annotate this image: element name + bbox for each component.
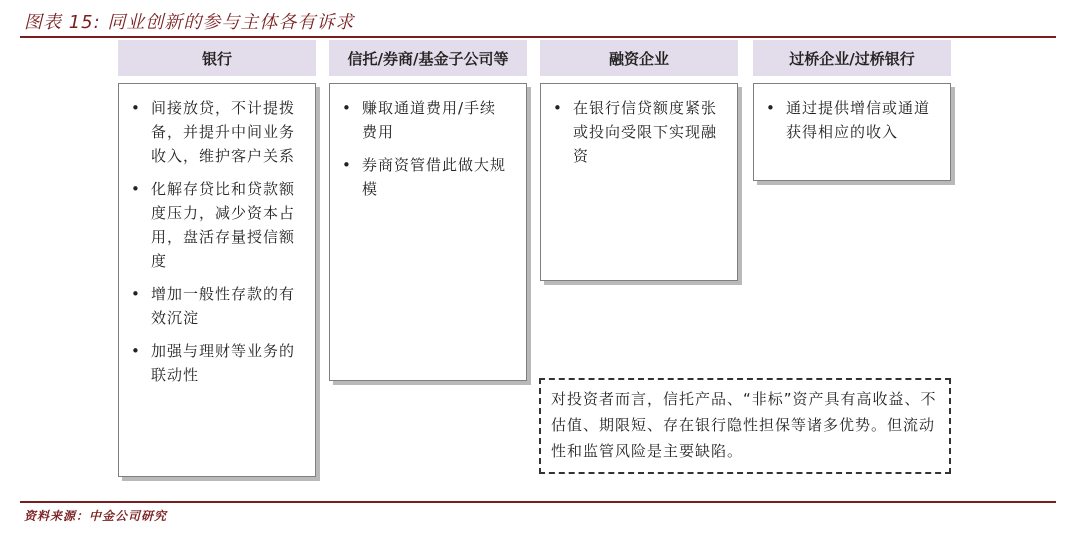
column-header-financing: 融资企业 [540,40,738,76]
list-item: • 增加一般性存款的有效沉淀 [129,282,301,330]
list-item: • 券商资管借此做大规模 [340,153,512,201]
bullet-icon: • [131,180,141,198]
financing-items [551,96,723,168]
list-item: • 赚取通道费用/手续费用 [340,96,512,144]
bridge-items [764,96,936,144]
bullet-icon: • [131,342,141,360]
source-note: 资料来源：中金公司研究 [24,509,168,523]
column-card-financing [540,83,738,281]
top-rule [20,36,1056,38]
column-card-trust [329,83,527,381]
list-item: • 间接放贷，不计提拨备，并提升中间业务收入，维护客户关系 [129,96,301,168]
bottom-rule [20,501,1056,503]
list-item: • 通过提供增信或通道获得相应的收入 [764,96,936,144]
column-card-bank [118,83,316,477]
bullet-icon: • [342,99,352,117]
bullet-icon: • [342,156,352,174]
figure-title: 图表 15: 同业创新的参与主体各有诉求 [24,12,355,33]
column-card-bridge [753,83,951,181]
column-header-bridge: 过桥企业/过桥银行 [753,40,951,76]
column-header-bank: 银行 [118,40,316,76]
investor-note: 对投资者而言，信托产品、“非标”资产具有高收益、不估值、期限短、存在银行隐性担保等诸多优势。但流动性和监管风险是主要缺陷。 [539,378,951,474]
bullet-icon: • [131,99,141,117]
bullet-icon: • [766,99,776,117]
column-header-trust: 信托/券商/基金子公司等 [329,40,527,76]
list-item: • 在银行信贷额度紧张或投向受限下实现融资 [551,96,723,168]
list-item: • 化解存贷比和贷款额度压力，减少资本占用，盘活存量授信额度 [129,177,301,273]
bank-items [129,96,301,387]
trust-items [340,96,512,201]
bullet-icon: • [553,99,563,117]
list-item: • 加强与理财等业务的联动性 [129,339,301,387]
bullet-icon: • [131,285,141,303]
